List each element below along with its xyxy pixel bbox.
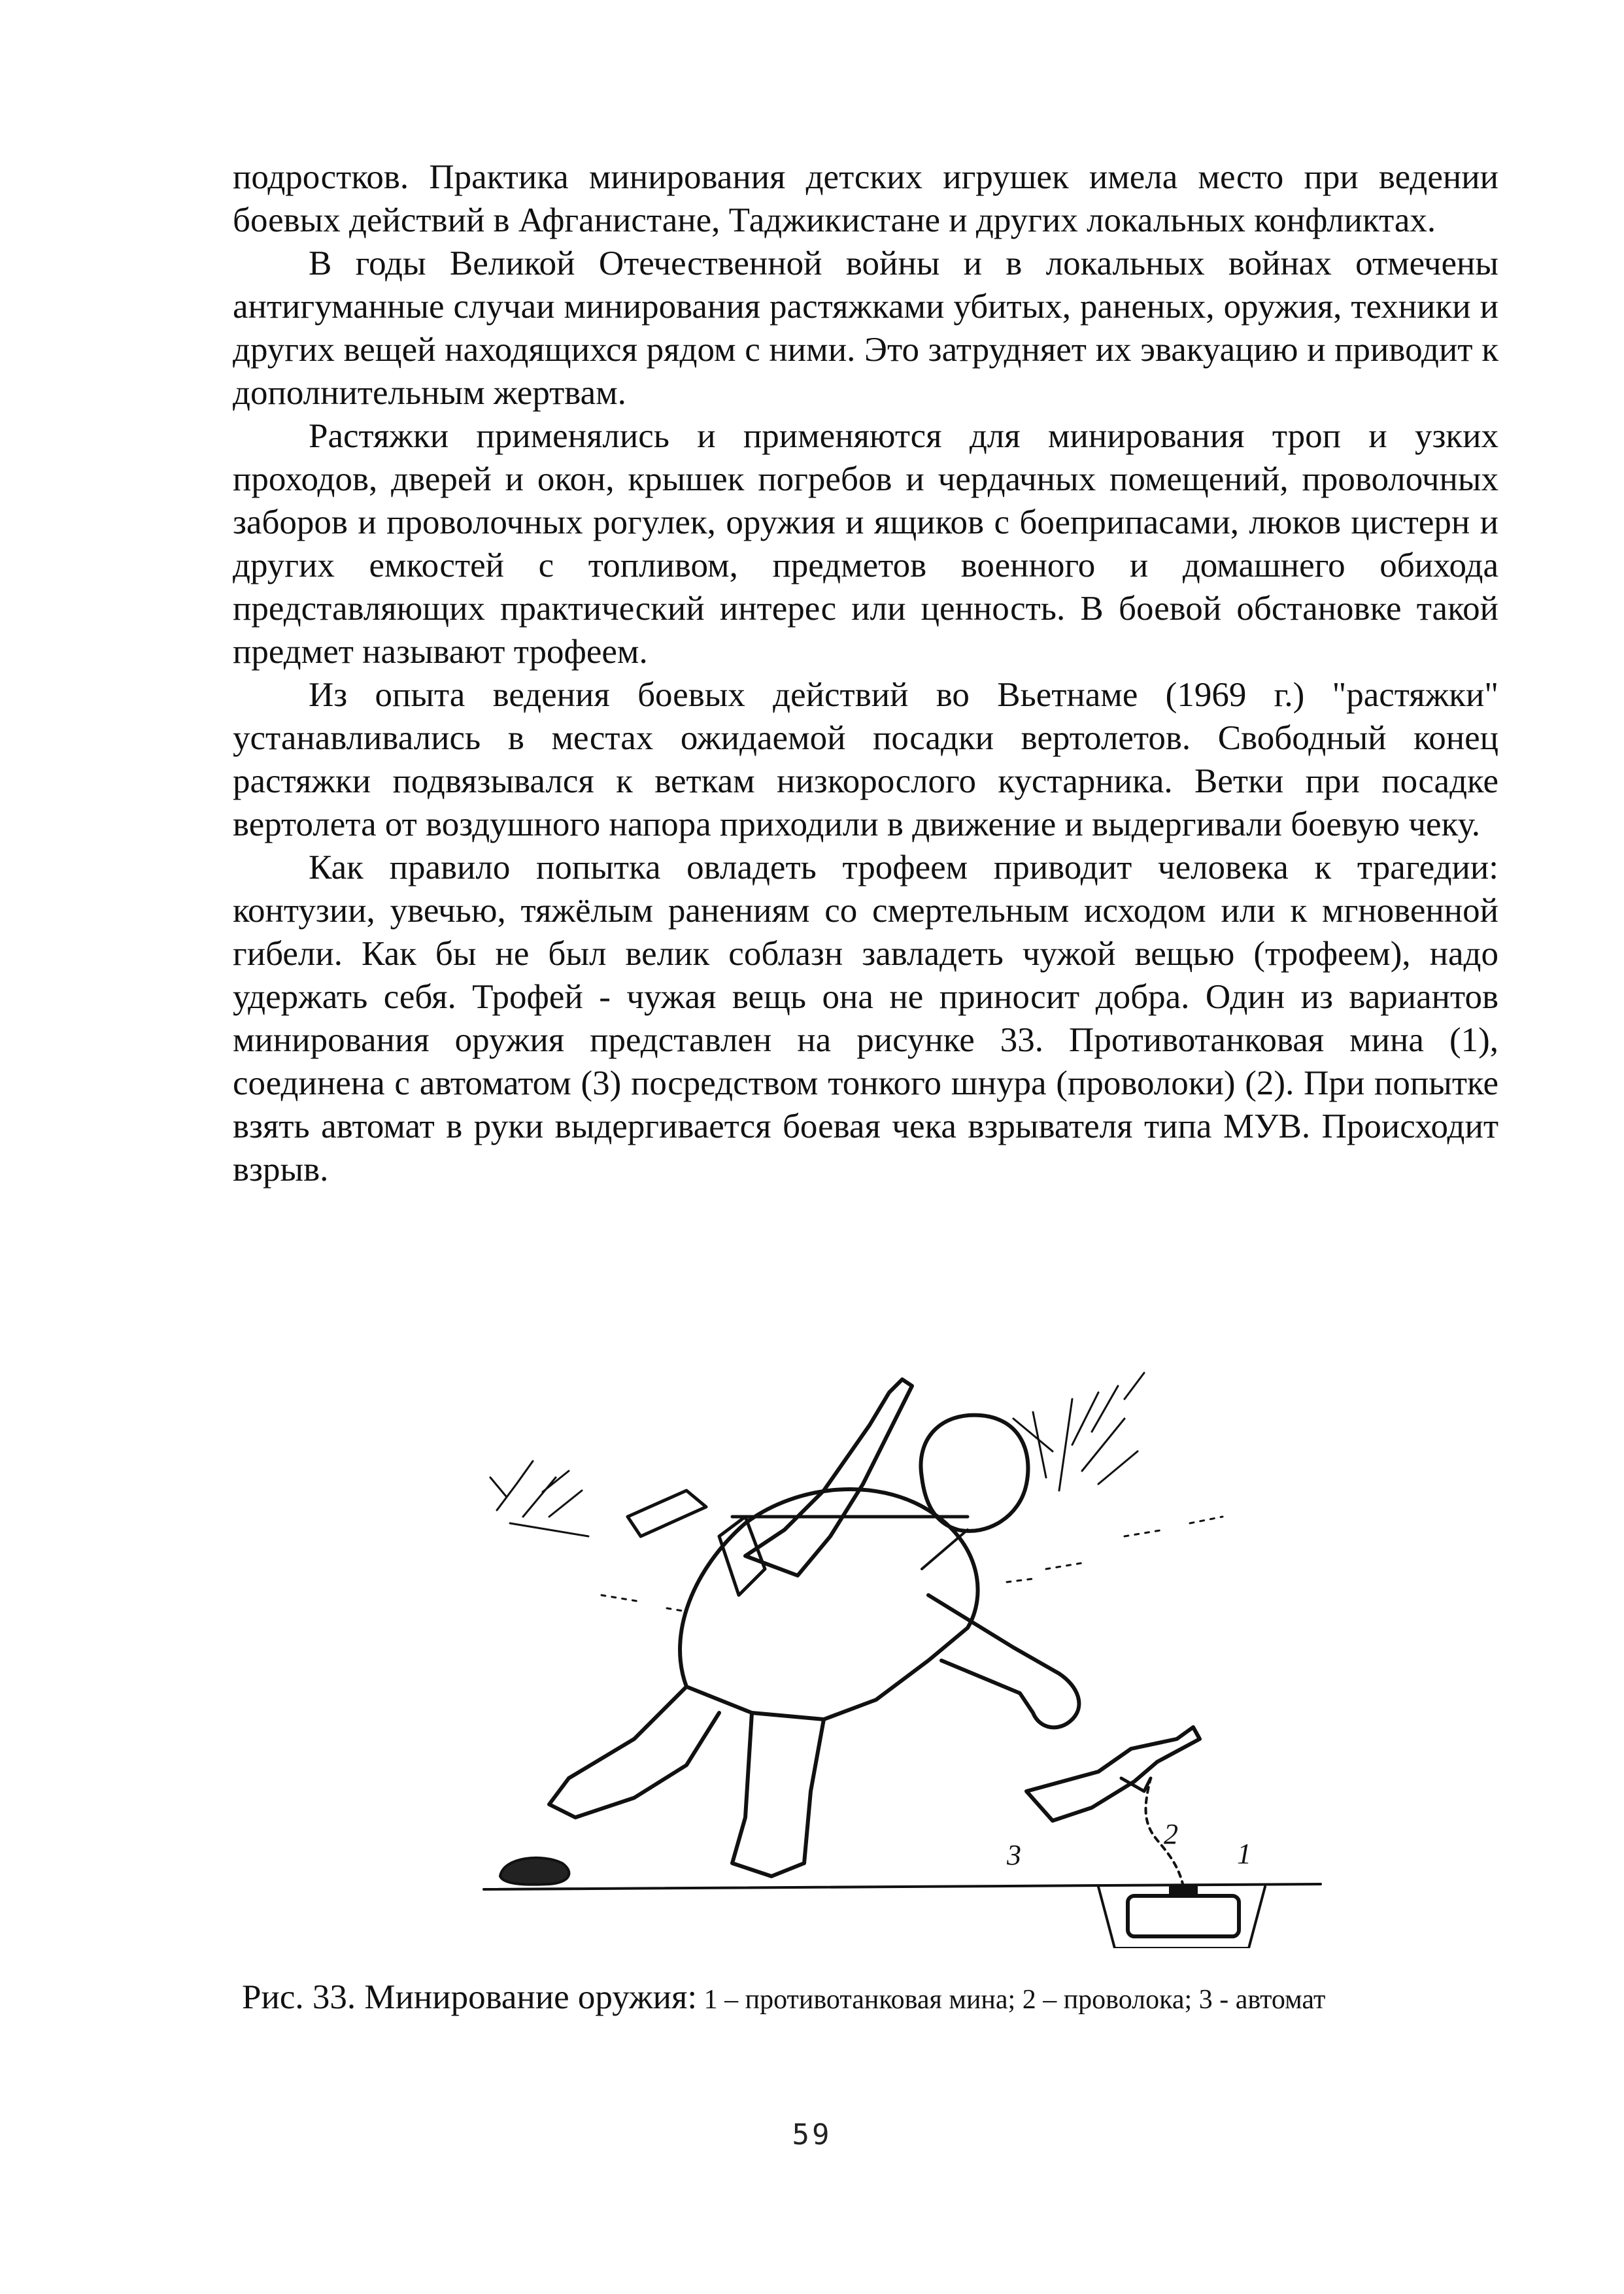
bush-left [490,1461,588,1536]
paragraph-3: Растяжки применялись и применяются для минирования троп и узких проходов, дверей и окон, крышек погребов и чердачных помещений, проволочных заборов и проволочных рогулек, оружия и ящиков с боеприпасами, люков цистерн и других емкостей с топливом, предметов военного и домашнего обихода представляющих практический интерес или ценность. В боевой обстановке такой предмет называют трофеем. [233,417,1498,671]
rifle-on-ground [1026,1727,1200,1821]
caption-legend: 1 – противотанковая мина; 2 – проволока; 3 - автомат [697,1985,1326,2015]
page-number: 59 [792,2118,832,2151]
paragraph-1: подростков. Практика минирования детских игрушек имела место при ведении боевых действий в Афганистане, Таджикистане и других локальных конфликтах. [233,158,1498,239]
paragraph-2: В годы Великой Отечественной войны и в локальных войнах отмечены антигуманные случаи минирования растяжками убитых, раненых, оружия, техники и других вещей находящихся рядом с ними. Это затрудняет их эвакуацию и приводит к дополнительным жертвам. [233,245,1498,412]
soldier-arm [928,1595,1079,1727]
label-rifle: 3 [1007,1839,1021,1871]
body-text [233,156,1498,1191]
rock [500,1858,569,1885]
mine-fuse [1170,1887,1196,1896]
label-wire: 2 [1164,1818,1178,1850]
figure-33-illustration [471,1321,1334,1948]
caption-lead: Рис. 33. Минирование оружия: [242,1978,698,2016]
anti-tank-mine [1128,1896,1239,1936]
paragraph-4: Из опыта ведения боевых действий во Вьетнаме (1969 г.) "растяжки" устанавливались в местах ожидаемой посадки вертолетов. Свободный конец растяжки подвязывался к веткам низкорослого кустарника. Ветки при посадке вертолета от воздушного напора приходили в движение и выдергивали боевую чеку. [233,676,1498,843]
label-mine: 1 [1237,1838,1251,1870]
rifle-on-back [745,1379,912,1576]
bush-right [1013,1373,1144,1491]
soldier-torso [680,1489,978,1719]
figure-caption [242,1978,1484,2017]
paragraph-5: Как правило попытка овладеть трофеем приводит человека к трагедии: контузии, увечью, тяжёлым ранениям со смертельным исходом или к мгновенной гибели. Как бы не был велик соблазн завладеть чужой вещью (трофеем), надо удержать себя. Трофей - чужая вещь она не приносит добра. Один из вариантов минирования оружия представлен на рисунке 33. Противотанковая мина (1), соединена с автоматом (3) посредством тонкого шнура (проволоки) (2). При попытке взять автомат в руки выдергивается боевая чека взрывателя типа МУВ. Происходит взрыв. [233,849,1498,1189]
booby-trap-drawing [471,1321,1334,1948]
